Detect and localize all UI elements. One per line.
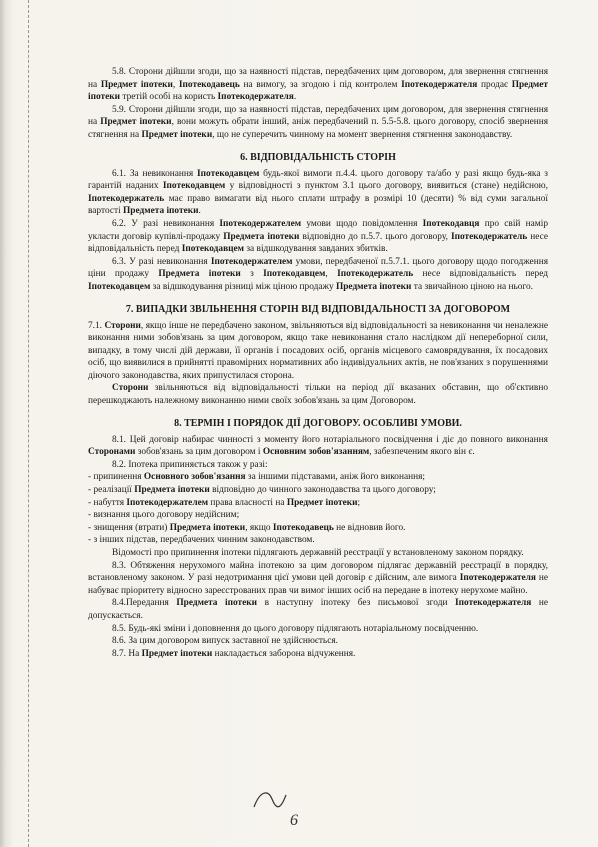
clause-8-1: 8.1. Цей договір набирає чинності з моменту його нотаріального посвідчення і діє до повного виконання Сторонами зобов'язань за цим договором і Основним зобов'язанням, забезпеченим якого він є.: [88, 434, 548, 458]
list-item: - набуття Іпотекодержателем права власності на Предмет іпотеки;: [88, 497, 361, 508]
list-item: - визнання цього договору недійсним;: [88, 510, 240, 521]
clause-8-4: 8.4.Передання Предмета іпотеки в наступну іпотеку без письмової згоди Іпотекодержателя не допускається.: [88, 598, 548, 621]
clause-7-2: Сторони звільняються від відповідальності тільки на період дії вказаних обставин, що об'єктивно перешкоджають належному виконанню ними своїх зобов'язань за цим Договором.: [88, 383, 548, 407]
clause-6-1: 6.1. За невиконання Іпотекодавцем будь-якої вимоги п.4.4. цього договору та/або у разі якщо будь-яка з гарантій наданих Іпотекодавцем у відповідності з пунктом 3.1 цього договору, виявиться (стане) недійсною, Іпотекодержатель має право вимагати від нього сплати штрафу в розмірі 10 (десяти) % від суми загальної вартості Предмета іпотеки.: [88, 168, 548, 217]
clause-8-6: 8.6. За цим договором випуск заставної не здійснюється.: [112, 636, 338, 647]
clause-6-2: 6.2. У разі невиконання Іпотекодержателем умови щодо повідомлення Іпотекодавця про свій намір укласти договір купівлі-продажу Предмета іпотеки відповідно до п.5.7. цього договору, Іпотекодержатель несе відповідальність перед Іпотекодавцем за відшкодування завданих збитків.: [88, 218, 549, 255]
clause-5-8: 5.8. Сторони дійшли згоди, що за наявності підстав, передбачених цим договором, для звернення стягнення на Предмет іпотеки, Іпотекодавець на вимогу, за згодою і під контролем Іпотекодержателя продає Предмет іпотеки третій особі на користь Іпотекодержателя.: [88, 67, 549, 103]
section-8-heading: 8. ТЕРМІН І ПОРЯДОК ДІЇ ДОГОВОРУ. ОСОБЛИВІ УМОВИ.: [174, 417, 462, 429]
signature-scribble: [250, 785, 290, 813]
list-item: - припинення Основного зобов'язання за іншими підставами, аніж його виконання;: [88, 472, 425, 483]
section-7-heading: 7. ВИПАДКИ ЗВІЛЬНЕННЯ СТОРІН ВІД ВІДПОВІДАЛЬНОСТІ ЗА ДОГОВОРОМ: [125, 303, 511, 315]
clause-8-5: 8.5. Будь-які зміни і доповнення до цього договору підлягають нотаріальному посвідченню.: [112, 623, 479, 634]
clause-8-3: 8.3. Обтяження нерухомого майна іпотекою за цим договором підлягає державній реєстрації в порядку, встановленому законом. У разі недотримання цієї умови цей договір є дійсним, але вимога Іпотекодержателя не набуває пріоритету відносно зареєстрованих прав чи вимог інших осіб на передане в іпотеку нерухоме майно.: [88, 560, 548, 596]
page-number: 6: [290, 812, 298, 829]
clause-8-2-registration: Відомості про припинення іпотеки підлягають державній реєстрації у встановленому законом порядку.: [112, 548, 524, 558]
binding-stitch: [28, 0, 29, 847]
section-6-heading: 6. ВІДПОВІДАЛЬНІСТЬ СТОРІН: [240, 151, 396, 163]
clause-8-2: 8.2. Іпотека припиняється також у разі:: [112, 459, 268, 470]
clause-6-3: 6.3. У разі невиконання Іпотекодержателем умови, передбаченої п.5.7.1. цього договору щодо погодження ціни продажу Предмета іпотеки з Іпотекодавцем, Іпотекодержатель несе відповідальність перед Іпотекодавцем за відшкодування різниці між ціною продажу Предмета іпотеки та звичайною ціною на нього.: [88, 256, 548, 292]
clause-7-1: 7.1. Сторони, якщо інше не передбачено законом, звільняються від відповідальності за невиконання чи неналежне виконання ними зобов'язань за цим договором, якщо таке невиконання стало наслідком дії непереборної сили, випадку, в тому числі дій держави, її органів і посадових осіб, органів місцевого самоврядування, їх посадових осіб, що виявилися в прийнятті правомірних нормативних або індивідуальних актів, не пов'язаних з порушеннями діючого законодавства, яких припустилася сторона.: [88, 320, 548, 381]
clause-5-9: 5.9. Сторони дійшли згоди, що за наявності підстав, передбачених цим договором, для звернення стягнення на Предмет іпотеки, вони можуть обрати інший, аніж передбачений п. 5.5-5.8. цього договору, спосіб звернення стягнення на Предмет іпотеки, що не суперечить чинному на момент звернення стягнення законодавству.: [88, 104, 549, 140]
list-item: - з інших підстав, передбачених чинним законодавством.: [88, 535, 315, 546]
list-item: - реалізації Предмета іпотеки відповідно до чинного законодавства та цього договору;: [88, 485, 436, 496]
list-item: - знищення (втрати) Предмета іпотеки, якщо Іпотекодавець не відновив його.: [88, 522, 406, 533]
clause-8-7: 8.7. На Предмет іпотеки накладається заборона відчуження.: [112, 648, 356, 659]
